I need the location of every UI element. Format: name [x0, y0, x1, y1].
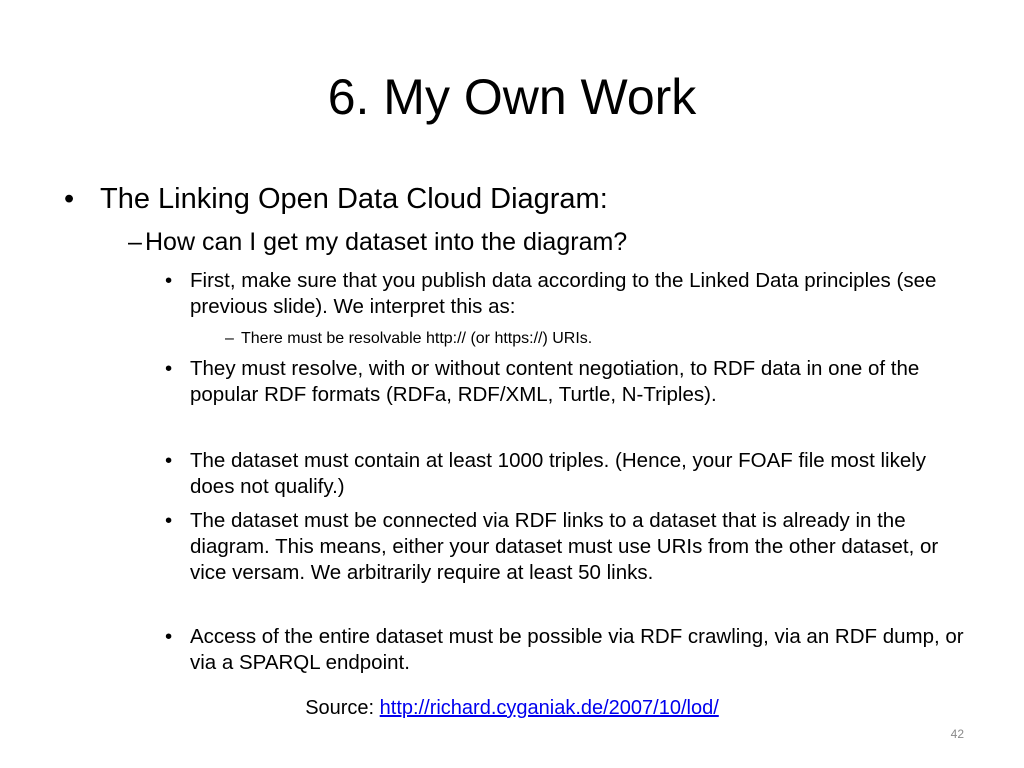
bullet-text: Access of the entire dataset must be possible via RDF crawling, via an RDF dump, or via a SPARQL endpoint. — [190, 625, 964, 674]
bullet-dash-icon: – — [225, 330, 234, 347]
bullet-dot-icon: • — [165, 269, 173, 292]
page-number: 42 — [950, 727, 964, 741]
bullet-dot-icon: • — [165, 625, 173, 648]
bullet-text: They must resolve, with or without content negotiation, to RDF data in one of the popular RDF formats (RDFa, RDF/XML, Turtle, N-Triples). — [190, 357, 920, 406]
bullet-dash-icon: – — [128, 228, 142, 256]
bullet-dot-icon: • — [165, 509, 173, 532]
bullet-dot-icon: • — [165, 357, 173, 380]
bullet-level3 — [165, 448, 965, 500]
bullet-level3 — [165, 508, 965, 586]
bullet-text: The dataset must be connected via RDF links to a dataset that is already in the diagram. This means, either your dataset must use URIs from the other dataset, or vice versam. We arbitrarily require at least 50 links. — [190, 509, 939, 584]
bullet-text: There must be resolvable http:// (or https://) URIs. — [241, 330, 593, 347]
bullet-text: The dataset must contain at least 1000 triples. (Hence, your FOAF file most likely does not qualify.) — [190, 449, 927, 498]
bullet-dot-icon: • — [64, 183, 75, 215]
bullet-text: First, make sure that you publish data according to the Linked Data principles (see previous slide). We interpret this as: — [190, 269, 937, 318]
bullet-level4 — [225, 328, 965, 350]
bullet-level3 — [165, 356, 965, 408]
bullet-level1 — [64, 180, 964, 218]
source-line — [0, 694, 1024, 722]
source-label: Source: — [305, 697, 380, 719]
source-link[interactable]: http://richard.cyganiak.de/2007/10/lod/ — [379, 697, 719, 719]
bullet-dot-icon: • — [165, 449, 173, 472]
bullet-level2 — [128, 226, 968, 259]
bullet-text: How can I get my dataset into the diagram? — [145, 228, 628, 256]
bullet-text: The Linking Open Data Cloud Diagram: — [100, 183, 608, 215]
slide-title: 6. My Own Work — [327, 69, 697, 125]
bullet-level3 — [165, 624, 965, 676]
bullet-level3 — [165, 268, 965, 320]
